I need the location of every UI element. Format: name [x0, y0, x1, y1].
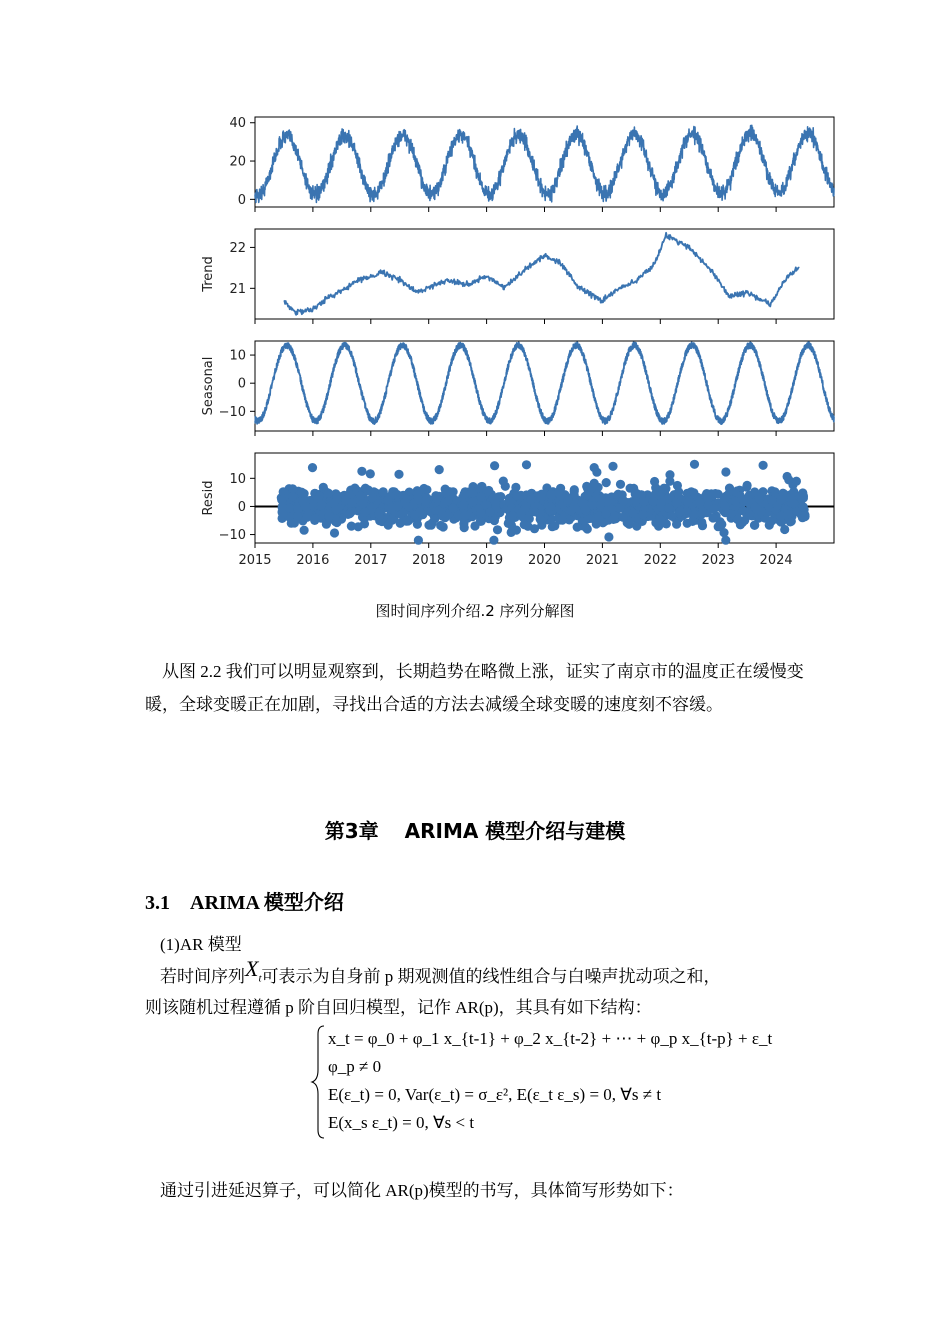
ar-text-part2: 可表示为自身前 p 期观测值的线性组合与白噪声扰动项之和， — [261, 967, 721, 986]
resid-point — [554, 488, 563, 497]
figure-caption: 图时间序列介绍.2 序列分解图 — [375, 602, 575, 620]
resid-point — [324, 489, 333, 498]
y-tick-label: 22 — [229, 240, 246, 256]
resid-point — [665, 470, 674, 479]
resid-point — [733, 515, 742, 524]
resid-point — [499, 477, 508, 486]
x-tick-label: 2018 — [412, 553, 446, 568]
resid-point — [536, 515, 545, 524]
y-tick-label: −10 — [218, 404, 246, 420]
resid-point — [459, 500, 468, 509]
resid-point — [476, 492, 485, 501]
y-tick-label: 0 — [237, 499, 246, 515]
resid-point — [293, 512, 302, 521]
resid-point — [583, 490, 592, 499]
resid-point — [526, 495, 535, 504]
resid-point — [345, 509, 354, 518]
resid-point — [619, 496, 628, 505]
x-tick-label: 2015 — [238, 553, 272, 568]
resid-point — [311, 514, 320, 523]
resid-point — [432, 494, 441, 503]
paragraph-observation: 从图 2.2 我们可以明显观察到，长期趋势在略微上涨，证实了南京市的温度正在缓慢变暖，全球变暖正在加剧，寻找出合适的方法去减缓全球变暖的速度刻不容缓。 — [145, 662, 804, 714]
resid-point — [546, 490, 555, 499]
resid-point — [601, 509, 610, 518]
resid-point — [581, 505, 590, 514]
resid-point — [438, 510, 447, 519]
resid-point — [567, 506, 576, 515]
resid-point — [720, 501, 729, 510]
resid-point — [356, 491, 365, 500]
y-tick-label: 40 — [229, 116, 246, 132]
resid-point — [683, 498, 692, 507]
resid-point — [604, 532, 613, 541]
panel-seasonal — [201, 341, 834, 431]
resid-point — [358, 499, 367, 508]
resid-point — [288, 492, 297, 501]
resid-point — [448, 504, 457, 513]
equation-line-3: E(ε_t) = 0, Var(ε_t) = σ_ε², E(ε_t ε_s) = 0, ∀s ≠ t — [328, 1085, 662, 1104]
resid-point — [278, 503, 287, 512]
resid-point — [415, 508, 424, 517]
series-variable: $X_t$ — [245, 956, 262, 985]
resid-point — [639, 497, 648, 506]
resid-point — [546, 502, 555, 511]
resid-point — [616, 480, 625, 489]
resid-point — [689, 488, 698, 497]
trend-series-line — [284, 233, 799, 315]
resid-point — [366, 469, 375, 478]
resid-point — [303, 513, 312, 522]
resid-point — [317, 500, 326, 509]
resid-point — [783, 472, 792, 481]
resid-point — [396, 519, 405, 528]
resid-point — [695, 498, 704, 507]
resid-point — [347, 522, 356, 531]
resid-point — [690, 460, 699, 469]
subheading-ar: (1)AR 模型 — [160, 935, 242, 954]
equation-line-4: E(x_s ε_t) = 0, ∀s < t — [328, 1113, 475, 1132]
resid-point — [485, 508, 494, 517]
resid-point — [330, 528, 339, 537]
equation-line-1: x_t = φ_0 + φ_1 x_{t-1} + φ_2 x_{t-2} + ⋯ + φ_p x_{t-p} + ε_t — [328, 1029, 773, 1048]
resid-point — [688, 517, 697, 526]
resid-point — [590, 479, 599, 488]
resid-point — [664, 504, 673, 513]
resid-point — [468, 497, 477, 506]
y-tick-label: 20 — [229, 154, 246, 170]
resid-point — [650, 477, 659, 486]
resid-point — [750, 487, 759, 496]
resid-point — [394, 470, 403, 479]
resid-point — [739, 495, 748, 504]
resid-point — [419, 484, 428, 493]
resid-point — [325, 512, 334, 521]
resid-point — [550, 521, 559, 530]
resid-point — [602, 478, 611, 487]
ar-text-part1: 若时间序列 — [160, 967, 245, 986]
resid-point — [414, 536, 423, 545]
resid-point — [388, 516, 397, 525]
decomposition-figure — [188, 108, 848, 578]
resid-point — [799, 493, 808, 502]
resid-point — [300, 489, 309, 498]
resid-point — [516, 509, 525, 518]
resid-point — [520, 520, 529, 529]
resid-point — [799, 502, 808, 511]
resid-point — [404, 502, 413, 511]
y-tick-label: 0 — [237, 376, 246, 392]
resid-point — [421, 497, 430, 506]
y-tick-label: −10 — [218, 528, 246, 544]
paragraph-lag-operator: 通过引进延迟算子，可以简化 AR(p)模型的书写，具体简写形势如下： — [160, 1181, 684, 1200]
resid-point — [789, 487, 798, 496]
section-number: 3.1 — [145, 892, 170, 914]
x-tick-label: 2024 — [759, 553, 793, 568]
resid-point — [427, 521, 436, 530]
resid-point — [558, 516, 567, 525]
panel-resid — [201, 453, 834, 545]
resid-point — [512, 491, 521, 500]
resid-point — [639, 510, 648, 519]
resid-point — [493, 525, 502, 534]
resid-point — [698, 509, 707, 518]
resid-point — [302, 502, 311, 511]
resid-point — [618, 513, 627, 522]
resid-point — [329, 499, 338, 508]
resid-point — [759, 461, 768, 470]
x-tick-label: 2023 — [701, 553, 735, 568]
resid-point — [714, 522, 723, 531]
resid-point — [767, 496, 776, 505]
resid-point — [460, 511, 469, 520]
seasonal-series-line — [255, 342, 834, 424]
resid-point — [563, 496, 572, 505]
resid-point — [648, 497, 657, 506]
resid-point — [522, 460, 531, 469]
resid-point — [288, 484, 297, 493]
resid-point — [449, 487, 458, 496]
resid-point — [508, 511, 517, 520]
resid-point — [674, 487, 683, 496]
equation-line-2: φ_p ≠ 0 — [328, 1057, 382, 1076]
resid-point — [590, 463, 599, 472]
y-axis-label: Resid — [201, 480, 216, 516]
resid-point — [530, 524, 539, 533]
resid-point — [490, 516, 499, 525]
paragraph-ar-line1 — [160, 956, 721, 990]
y-tick-label: 10 — [229, 348, 246, 364]
x-tick-label: 2022 — [643, 553, 677, 568]
resid-point — [460, 523, 469, 532]
resid-point — [308, 463, 317, 472]
resid-point — [467, 489, 476, 498]
x-tick-label: 2021 — [585, 553, 619, 568]
resid-point — [777, 495, 786, 504]
chapter-label: 第3章 — [324, 819, 379, 843]
resid-point — [489, 536, 498, 545]
resid-point — [721, 467, 730, 476]
resid-point — [750, 521, 759, 530]
chapter-heading — [0, 815, 950, 844]
paragraph-ar-line2: 则该随机过程遵循 p 阶自回归模型，记作 AR(p)，其具有如下结构： — [145, 998, 652, 1017]
resid-point — [368, 493, 377, 502]
resid-point — [374, 510, 383, 519]
resid-point — [672, 499, 681, 508]
observed-series-line — [255, 125, 834, 202]
x-tick-label: 2020 — [527, 553, 562, 568]
x-tick-label: 2019 — [470, 553, 504, 568]
y-axis-label: Seasonal — [201, 356, 216, 416]
resid-point — [476, 517, 485, 526]
ar-equation-system — [312, 1020, 773, 1145]
resid-point — [573, 523, 582, 532]
resid-point — [709, 504, 718, 513]
resid-point — [776, 512, 785, 521]
resid-point — [300, 526, 309, 535]
chapter-title: ARIMA 模型介绍与建模 — [404, 819, 626, 843]
resid-point — [608, 462, 617, 471]
x-tick-label: 2016 — [296, 553, 330, 568]
resid-point — [507, 528, 516, 537]
resid-point — [357, 467, 366, 476]
resid-point — [656, 515, 665, 524]
resid-point — [435, 465, 444, 474]
y-axis-label: Trend — [201, 256, 216, 292]
resid-point — [708, 513, 717, 522]
resid-point — [721, 536, 730, 545]
y-tick-label: 0 — [237, 192, 246, 208]
resid-point — [490, 461, 499, 470]
resid-point — [731, 497, 740, 506]
resid-point — [387, 503, 396, 512]
resid-point — [752, 505, 761, 514]
resid-point — [596, 500, 605, 509]
section-title: ARIMA 模型介绍 — [190, 892, 344, 914]
x-tick-label: 2017 — [354, 553, 388, 568]
resid-point — [537, 493, 546, 502]
panel-observed — [229, 116, 834, 208]
resid-point — [476, 509, 485, 518]
resid-point — [663, 494, 672, 503]
resid-point — [675, 507, 684, 516]
section-heading — [145, 886, 344, 915]
resid-point — [742, 483, 751, 492]
resid-point — [511, 483, 520, 492]
resid-point — [672, 520, 681, 529]
panel-trend — [201, 229, 834, 319]
resid-point — [697, 518, 706, 527]
resid-point — [789, 499, 798, 508]
y-tick-label: 21 — [229, 281, 246, 297]
resid-point — [492, 493, 501, 502]
resid-point — [360, 508, 369, 517]
y-tick-label: 10 — [229, 471, 246, 487]
resid-point — [628, 509, 637, 518]
